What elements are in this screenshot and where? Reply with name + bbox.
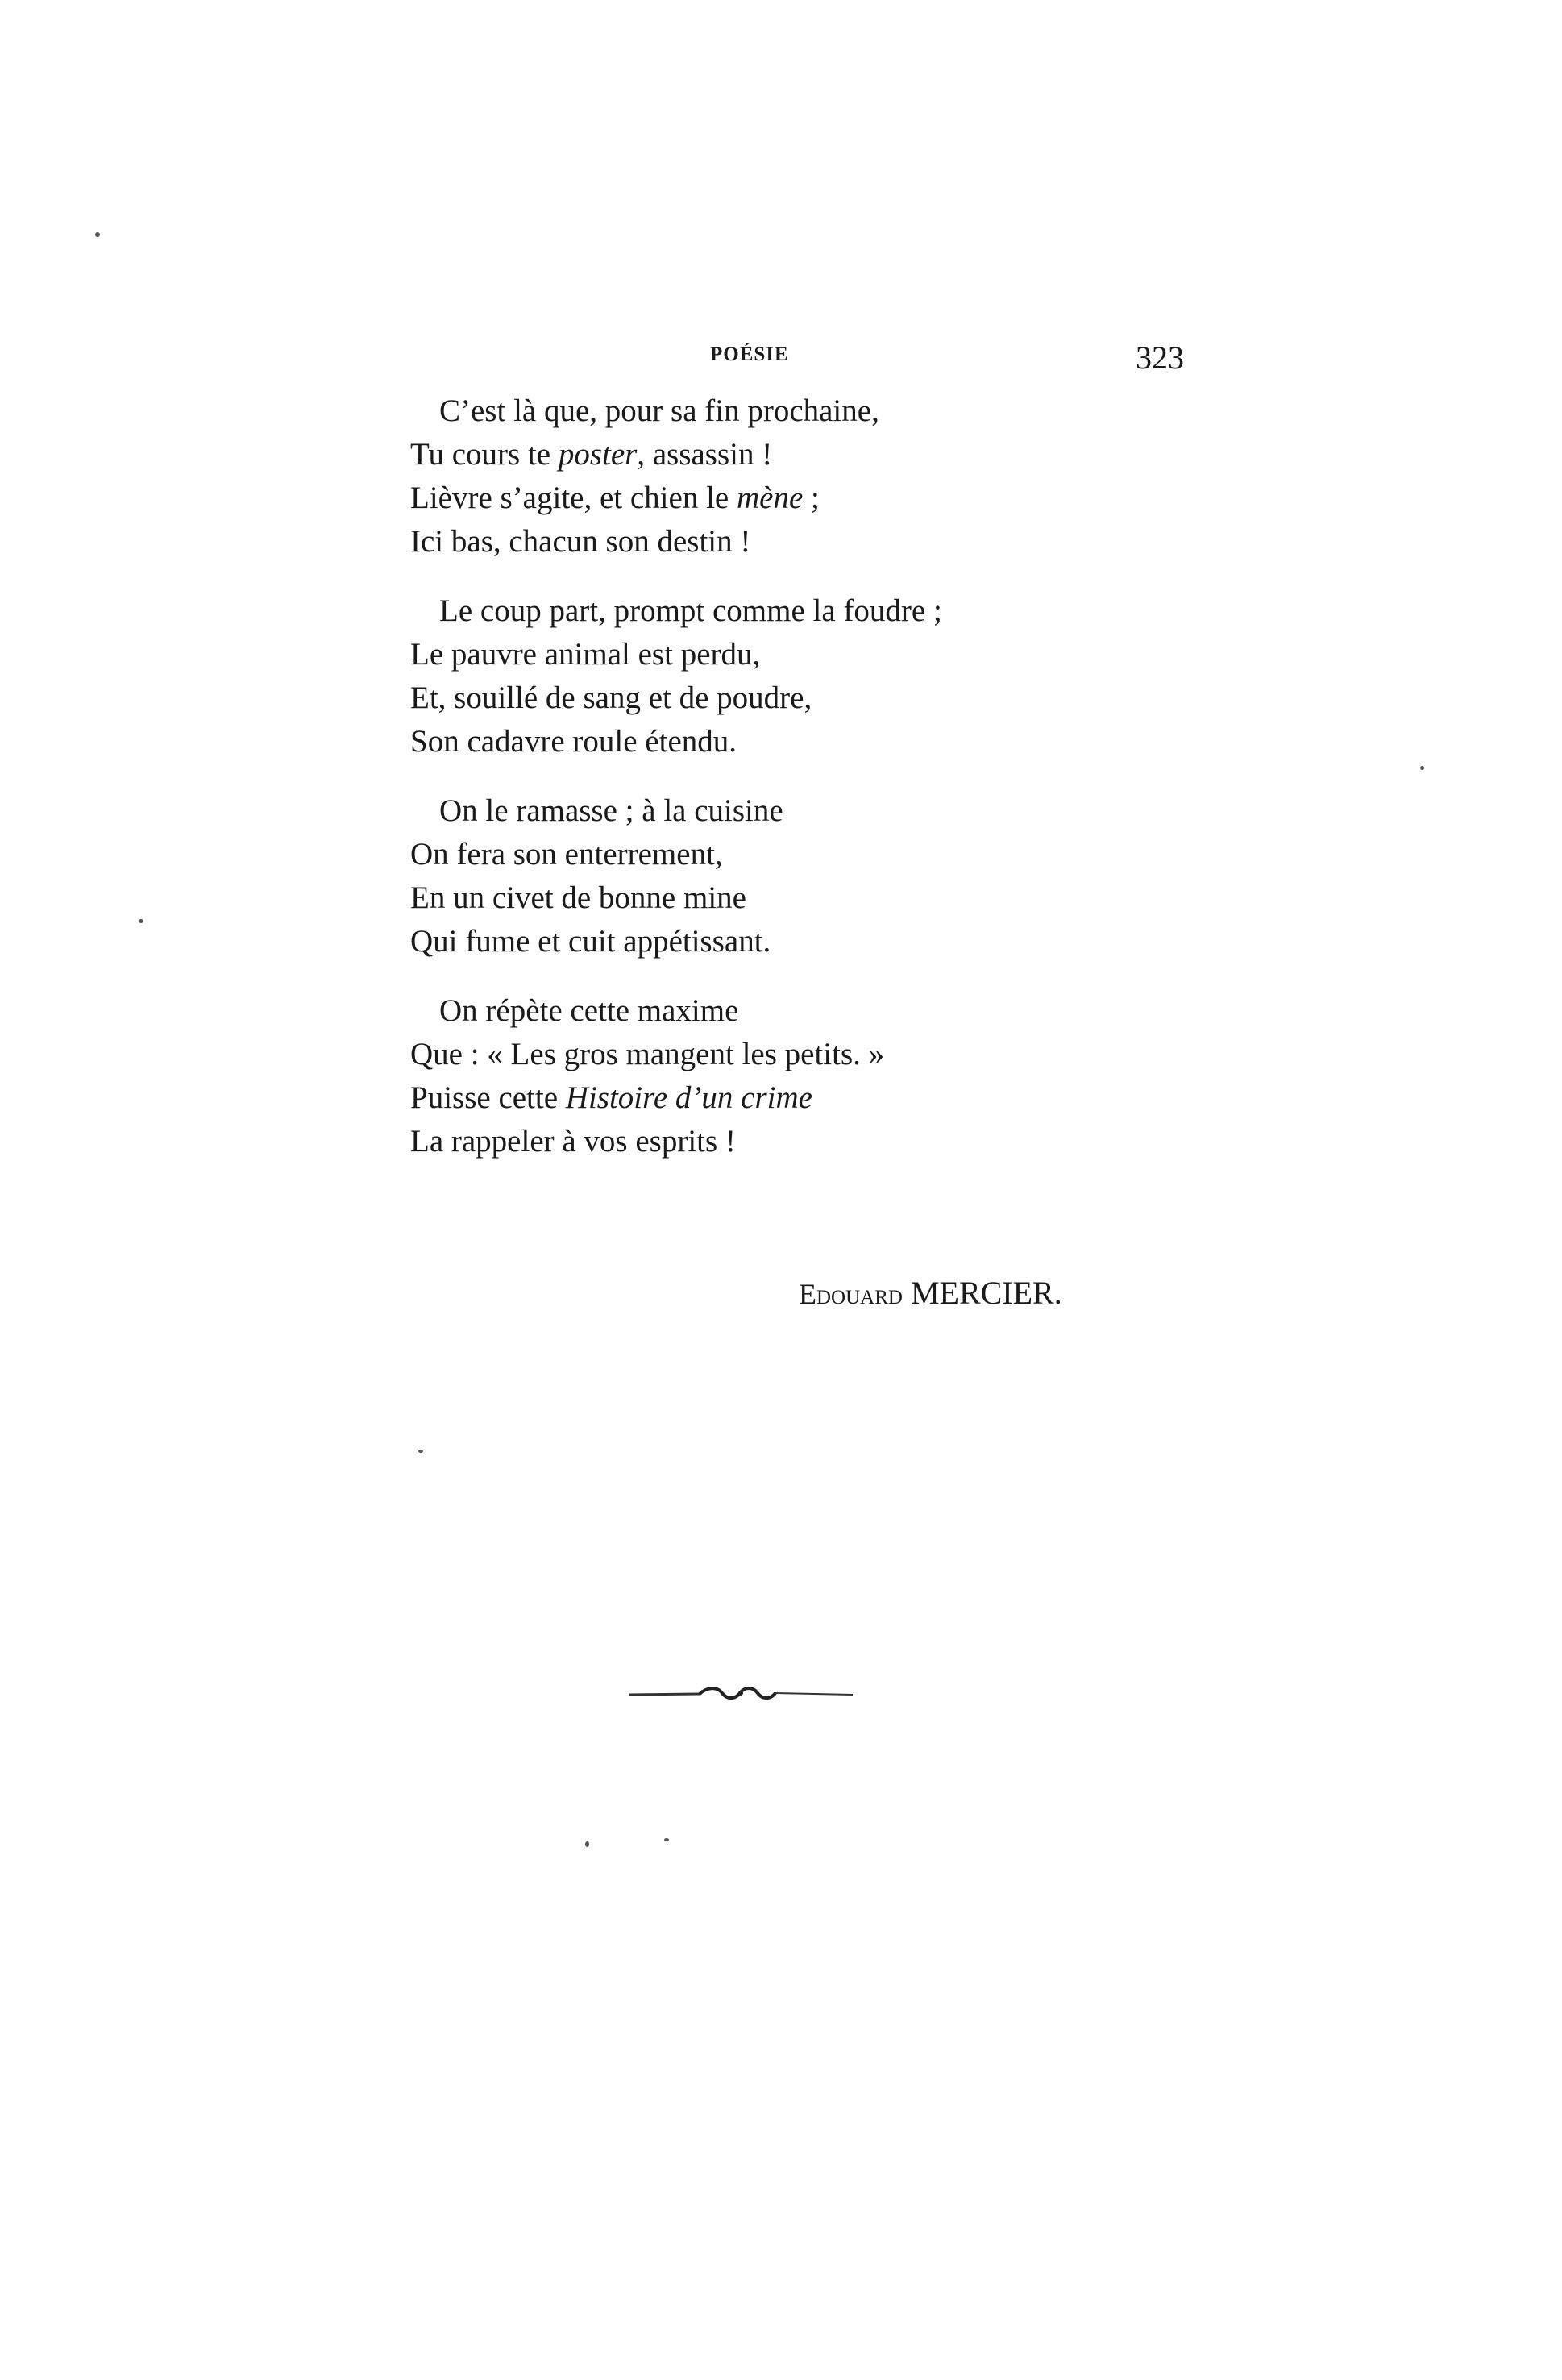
- poem: [410, 389, 1216, 1189]
- paper-speck: [139, 919, 143, 923]
- stanza-1: [410, 389, 1216, 564]
- poem-line: Et, souillé de sang et de poudre,: [410, 680, 812, 715]
- line-text: ;: [803, 481, 820, 515]
- poem-line: Ici bas, chacun son destin !: [410, 524, 751, 559]
- tailpiece-ornament-icon: [627, 1683, 854, 1704]
- poem-line: [410, 476, 1216, 520]
- poem-line: Que : « Les gros mangent les petits. »: [410, 1037, 885, 1071]
- poem-line: Le pauvre animal est perdu,: [410, 637, 761, 672]
- paper-speck: [664, 1838, 669, 1841]
- poem-line: En un civet de bonne mine: [410, 880, 746, 915]
- poem-line: On fera son enterrement,: [410, 837, 723, 872]
- author-first-name: Edouard: [799, 1278, 903, 1310]
- paper-speck: [418, 1450, 423, 1453]
- italic-word: poster: [558, 437, 638, 472]
- author-last-name: MERCIER.: [910, 1275, 1062, 1311]
- poem-line: [410, 433, 1216, 476]
- paper-speck: [1420, 766, 1424, 770]
- poem-line: [410, 1076, 1216, 1120]
- poem-line: Qui fume et cuit appétissant.: [410, 924, 771, 959]
- stanza-3: [410, 789, 1216, 963]
- poem-line: On répète cette maxime: [439, 993, 739, 1028]
- italic-word: mène: [736, 481, 804, 515]
- poem-line: Le coup part, prompt comme la foudre ;: [439, 593, 942, 628]
- author-signature: [799, 1274, 1062, 1312]
- poem-line: On le ramasse ; à la cuisine: [439, 793, 783, 828]
- running-head: POÉSIE: [710, 343, 789, 365]
- line-text: , assassin !: [637, 437, 773, 472]
- poem-line: La rappeler à vos esprits !: [410, 1124, 736, 1159]
- line-text: Puisse cette: [410, 1080, 566, 1115]
- poem-line: C’est là que, pour sa fin prochaine,: [439, 393, 879, 428]
- line-text: Tu cours te: [410, 437, 559, 472]
- line-text: Lièvre s’agite, et chien le: [410, 481, 737, 515]
- stanza-2: [410, 589, 1216, 764]
- poem-line: Son cadavre roule étendu.: [410, 724, 737, 759]
- page-number: 323: [1136, 339, 1184, 376]
- paper-speck: [585, 1841, 589, 1847]
- stanza-4: [410, 989, 1216, 1163]
- italic-title: Histoire d’un crime: [565, 1080, 812, 1115]
- paper-speck: [95, 232, 100, 237]
